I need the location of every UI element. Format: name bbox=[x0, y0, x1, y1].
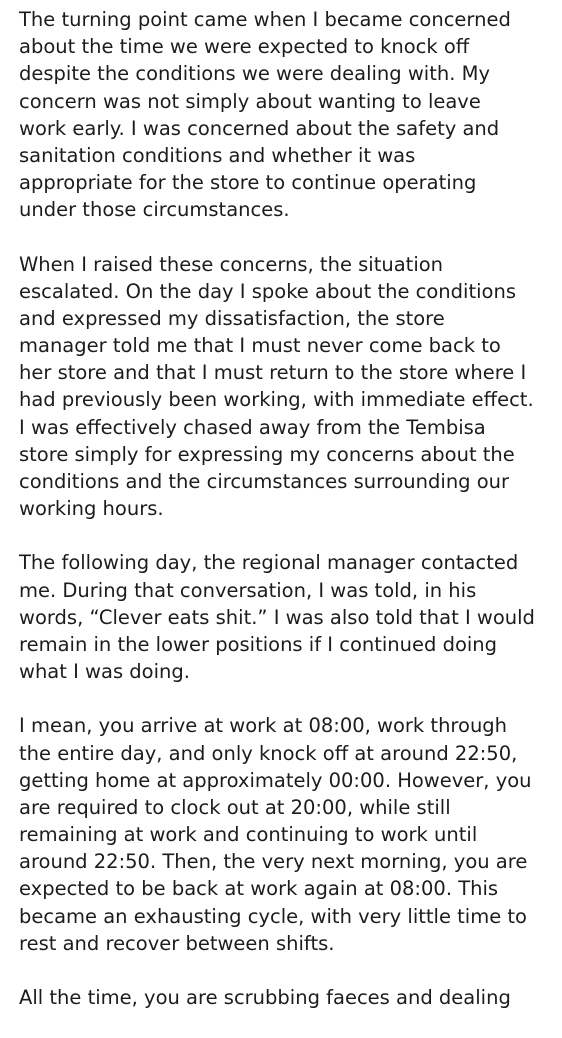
text-line: getting home at approximately 00:00. However, you bbox=[19, 768, 532, 792]
text-line: and expressed my dissatisfaction, the store bbox=[19, 306, 445, 330]
text-line: under those circumstances. bbox=[19, 198, 290, 222]
text-line: working hours. bbox=[19, 497, 164, 521]
text-line: manager told me that I must never come back to bbox=[19, 334, 501, 358]
paragraph-turning-point bbox=[19, 6, 547, 224]
text-line: I was effectively chased away from the Tembisa bbox=[19, 415, 486, 439]
paragraph-concerns-escalated bbox=[19, 251, 547, 523]
text-line: conditions and the circumstances surrounding our bbox=[19, 470, 510, 493]
text-line: rest and recover between shifts. bbox=[19, 931, 335, 955]
text-line: The following day, the regional manager contacted bbox=[19, 551, 519, 575]
text-line: had previously been working, with immediate effect. bbox=[19, 388, 534, 412]
text-line: When I raised these concerns, the situation bbox=[19, 252, 444, 276]
text-line: concern was not simply about wanting to leave bbox=[19, 89, 481, 113]
text-line: became an exhausting cycle, with very little time to bbox=[19, 904, 527, 928]
text-line: sanitation conditions and whether it was bbox=[19, 143, 416, 167]
text-line: escalated. On the day I spoke about the conditions bbox=[19, 279, 516, 303]
text-line: remaining at work and continuing to work until bbox=[19, 823, 478, 847]
text-line: appropriate for the store to continue operating bbox=[19, 171, 477, 195]
text-line: despite the conditions we were dealing with. My bbox=[19, 62, 490, 86]
text-line: the entire day, and only knock off at around 22:50, bbox=[19, 741, 518, 765]
paragraph-working-hours bbox=[19, 712, 547, 957]
document-body bbox=[19, 6, 547, 1038]
text-line: her store and that I must return to the store where I bbox=[19, 361, 527, 385]
paragraph-regional-manager bbox=[19, 549, 547, 685]
text-line: expected to be back at work again at 08:00. This bbox=[19, 877, 499, 901]
text-line: about the time we were expected to knock off bbox=[19, 35, 470, 59]
paragraph-scrubbing bbox=[19, 984, 547, 1011]
text-line: work early. I was concerned about the safety and bbox=[19, 116, 500, 140]
text-line: store simply for expressing my concerns about the bbox=[19, 442, 515, 466]
text-line: remain in the lower positions if I continued doing bbox=[19, 632, 498, 656]
text-line: All the time, you are scrubbing faeces and dealing bbox=[19, 986, 511, 1009]
text-line: The turning point came when I became concerned bbox=[19, 8, 511, 31]
text-line: words, “Clever eats shit.” I was also told that I would bbox=[19, 605, 535, 629]
text-line: I mean, you arrive at work at 08:00, work through bbox=[19, 714, 508, 738]
text-line: me. During that conversation, I was told, in his bbox=[19, 578, 477, 602]
text-line: what I was doing. bbox=[19, 660, 190, 684]
text-line: around 22:50. Then, the very next morning, you are bbox=[19, 850, 528, 874]
text-line: are required to clock out at 20:00, while still bbox=[19, 795, 451, 819]
